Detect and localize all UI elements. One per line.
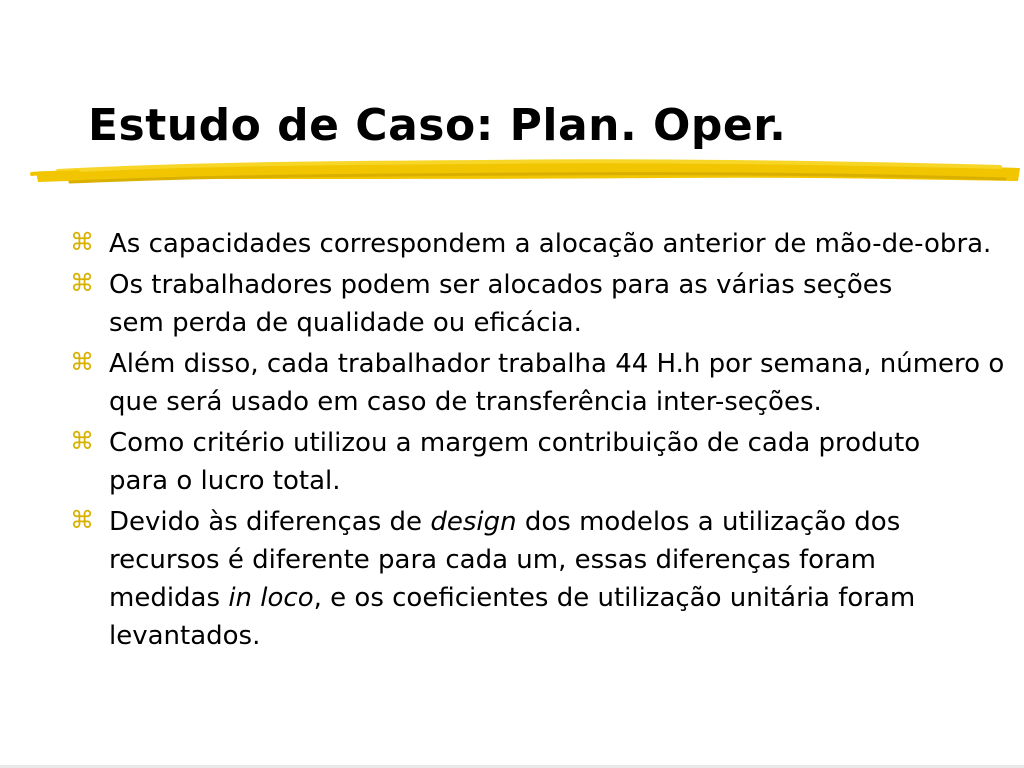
bullet-text: Além disso, cada trabalhador trabalha 44 H.h por semana, número o que será usado em caso de transferência inter-seções. [109,349,1005,417]
bullet-text-part: Devido às diferenças de [109,507,431,537]
bullet-text: As capacidades correspondem a alocação anterior de mão-de-obra. [109,229,992,259]
yellow-feather-bullet-icon: ⌘ [70,269,94,297]
bullet-item [70,225,1000,263]
bullet-item [70,345,1005,421]
italic-text: in loco [228,583,314,613]
bullet-text-part: , e os coeficientes de utilização unitária foram levantados. [109,583,916,651]
yellow-feather-bullet-icon: ⌘ [70,506,94,534]
bullet-list [70,225,1005,658]
bullet-text: Os trabalhadores podem ser alocados para as várias seções sem perda de qualidade ou eficácia. [109,270,893,338]
yellow-feather-bullet-icon: ⌘ [70,348,94,376]
bullet-item [70,424,1000,500]
title-yellow-brush-stroke [30,148,1024,192]
bullet-text-part: dos modelos a utilização dos recursos é diferente para cada um, essas diferenças foram medidas [109,507,901,613]
yellow-feather-bullet-icon: ⌘ [70,228,94,256]
italic-text: design [430,507,517,537]
slide-title: Estudo de Caso: Plan. Oper. [88,100,787,151]
bullet-text [109,503,959,655]
yellow-feather-bullet-icon: ⌘ [70,427,94,455]
bullet-text: Como critério utilizou a margem contribuição de cada produto para o lucro total. [109,428,921,496]
bullet-item [70,266,1000,342]
bullet-item [70,503,1000,655]
